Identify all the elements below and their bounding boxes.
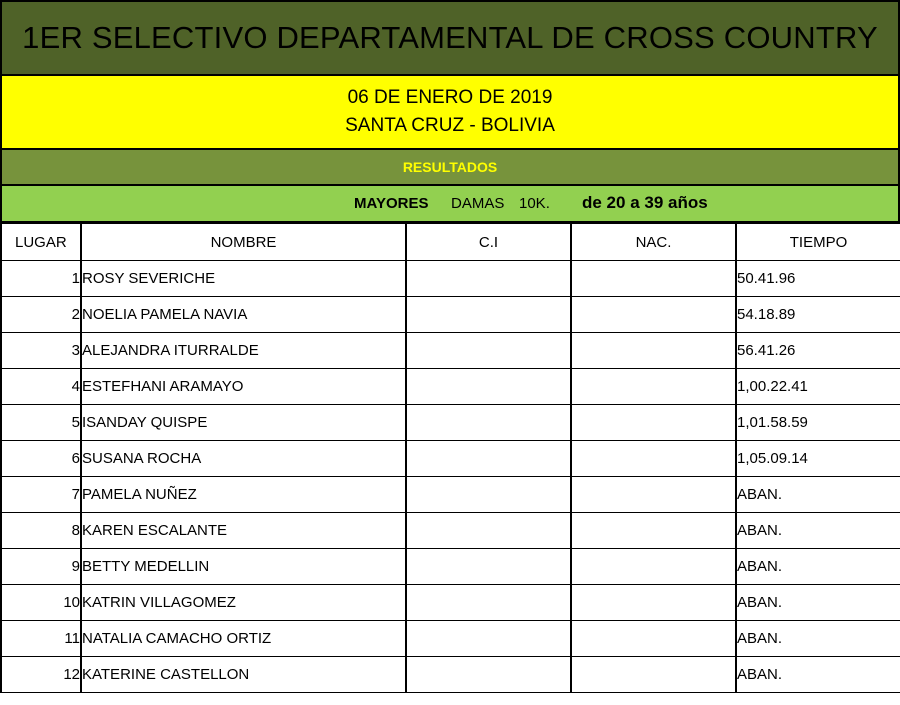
category-banner (0, 186, 900, 223)
cell-lugar: 1 (1, 261, 81, 297)
table-row (1, 405, 900, 441)
cell-ci (406, 441, 571, 477)
cell-ci (406, 333, 571, 369)
cell-nac (571, 261, 736, 297)
category-age-range: de 20 a 39 años (582, 193, 708, 212)
results-table-body (1, 261, 900, 693)
table-row (1, 513, 900, 549)
cell-nac (571, 585, 736, 621)
table-row (1, 657, 900, 693)
cell-ci (406, 369, 571, 405)
cell-nac (571, 405, 736, 441)
cell-ci (406, 621, 571, 657)
page-title: 1ER SELECTIVO DEPARTAMENTAL DE CROSS COUNTRY (22, 20, 878, 55)
results-banner (0, 150, 900, 186)
cell-tiempo: 56.41.26 (736, 333, 900, 369)
table-row (1, 369, 900, 405)
cell-lugar: 10 (1, 585, 81, 621)
event-date: 06 DE ENERO DE 2019 (347, 87, 553, 108)
cell-ci (406, 585, 571, 621)
section-title: RESULTADOS (402, 159, 498, 175)
cell-tiempo: 1,00.22.41 (736, 369, 900, 405)
cell-nombre: KATRIN VILLAGOMEZ (81, 585, 406, 621)
results-table (0, 223, 900, 693)
cell-tiempo: 1,01.58.59 (736, 405, 900, 441)
table-row (1, 441, 900, 477)
cell-lugar: 3 (1, 333, 81, 369)
column-header-tiempo: TIEMPO (736, 224, 900, 261)
event-info-banner (0, 76, 900, 150)
cell-nac (571, 477, 736, 513)
cell-nombre: SUSANA ROCHA (81, 441, 406, 477)
cell-nombre: KAREN ESCALANTE (81, 513, 406, 549)
cell-ci (406, 657, 571, 693)
cell-lugar: 8 (1, 513, 81, 549)
cell-nac (571, 333, 736, 369)
cell-lugar: 7 (1, 477, 81, 513)
cell-tiempo: 54.18.89 (736, 297, 900, 333)
cell-tiempo: 50.41.96 (736, 261, 900, 297)
cell-nac (571, 621, 736, 657)
category-gender: DAMAS (451, 195, 505, 212)
table-row (1, 261, 900, 297)
cell-lugar: 11 (1, 621, 81, 657)
cell-nombre: NOELIA PAMELA NAVIA (81, 297, 406, 333)
title-banner (0, 0, 900, 76)
cell-lugar: 2 (1, 297, 81, 333)
cell-ci (406, 297, 571, 333)
category-distance: 10K. (519, 195, 550, 212)
cell-lugar: 4 (1, 369, 81, 405)
cell-ci (406, 477, 571, 513)
cell-tiempo: ABAN. (736, 621, 900, 657)
cell-lugar: 6 (1, 441, 81, 477)
cell-nombre: ISANDAY QUISPE (81, 405, 406, 441)
cell-tiempo: ABAN. (736, 549, 900, 585)
cell-nombre: ALEJANDRA ITURRALDE (81, 333, 406, 369)
cell-ci (406, 261, 571, 297)
table-row (1, 477, 900, 513)
cell-nombre: BETTY MEDELLIN (81, 549, 406, 585)
cell-ci (406, 513, 571, 549)
cell-tiempo: ABAN. (736, 477, 900, 513)
table-row (1, 585, 900, 621)
cell-nombre: ROSY SEVERICHE (81, 261, 406, 297)
cell-nac (571, 369, 736, 405)
cell-tiempo: 1,05.09.14 (736, 441, 900, 477)
cell-nac (571, 441, 736, 477)
cell-nac (571, 297, 736, 333)
category-group: MAYORES (354, 195, 429, 212)
event-location: SANTA CRUZ - BOLIVIA (345, 115, 555, 136)
cell-ci (406, 549, 571, 585)
cell-lugar: 5 (1, 405, 81, 441)
cell-nac (571, 513, 736, 549)
cell-nombre: PAMELA NUÑEZ (81, 477, 406, 513)
column-header-ci: C.I (406, 224, 571, 261)
column-header-lugar: LUGAR (1, 224, 81, 261)
cell-lugar: 12 (1, 657, 81, 693)
cell-nac (571, 657, 736, 693)
cell-tiempo: ABAN. (736, 657, 900, 693)
column-header-nombre: NOMBRE (81, 224, 406, 261)
cell-nombre: NATALIA CAMACHO ORTIZ (81, 621, 406, 657)
table-row (1, 549, 900, 585)
cell-tiempo: ABAN. (736, 585, 900, 621)
cell-lugar: 9 (1, 549, 81, 585)
cell-nac (571, 549, 736, 585)
table-row (1, 297, 900, 333)
cell-nombre: KATERINE CASTELLON (81, 657, 406, 693)
cell-tiempo: ABAN. (736, 513, 900, 549)
cell-ci (406, 405, 571, 441)
table-row (1, 621, 900, 657)
table-header-row (1, 224, 900, 261)
table-row (1, 333, 900, 369)
cell-nombre: ESTEFHANI ARAMAYO (81, 369, 406, 405)
column-header-nac: NAC. (571, 224, 736, 261)
